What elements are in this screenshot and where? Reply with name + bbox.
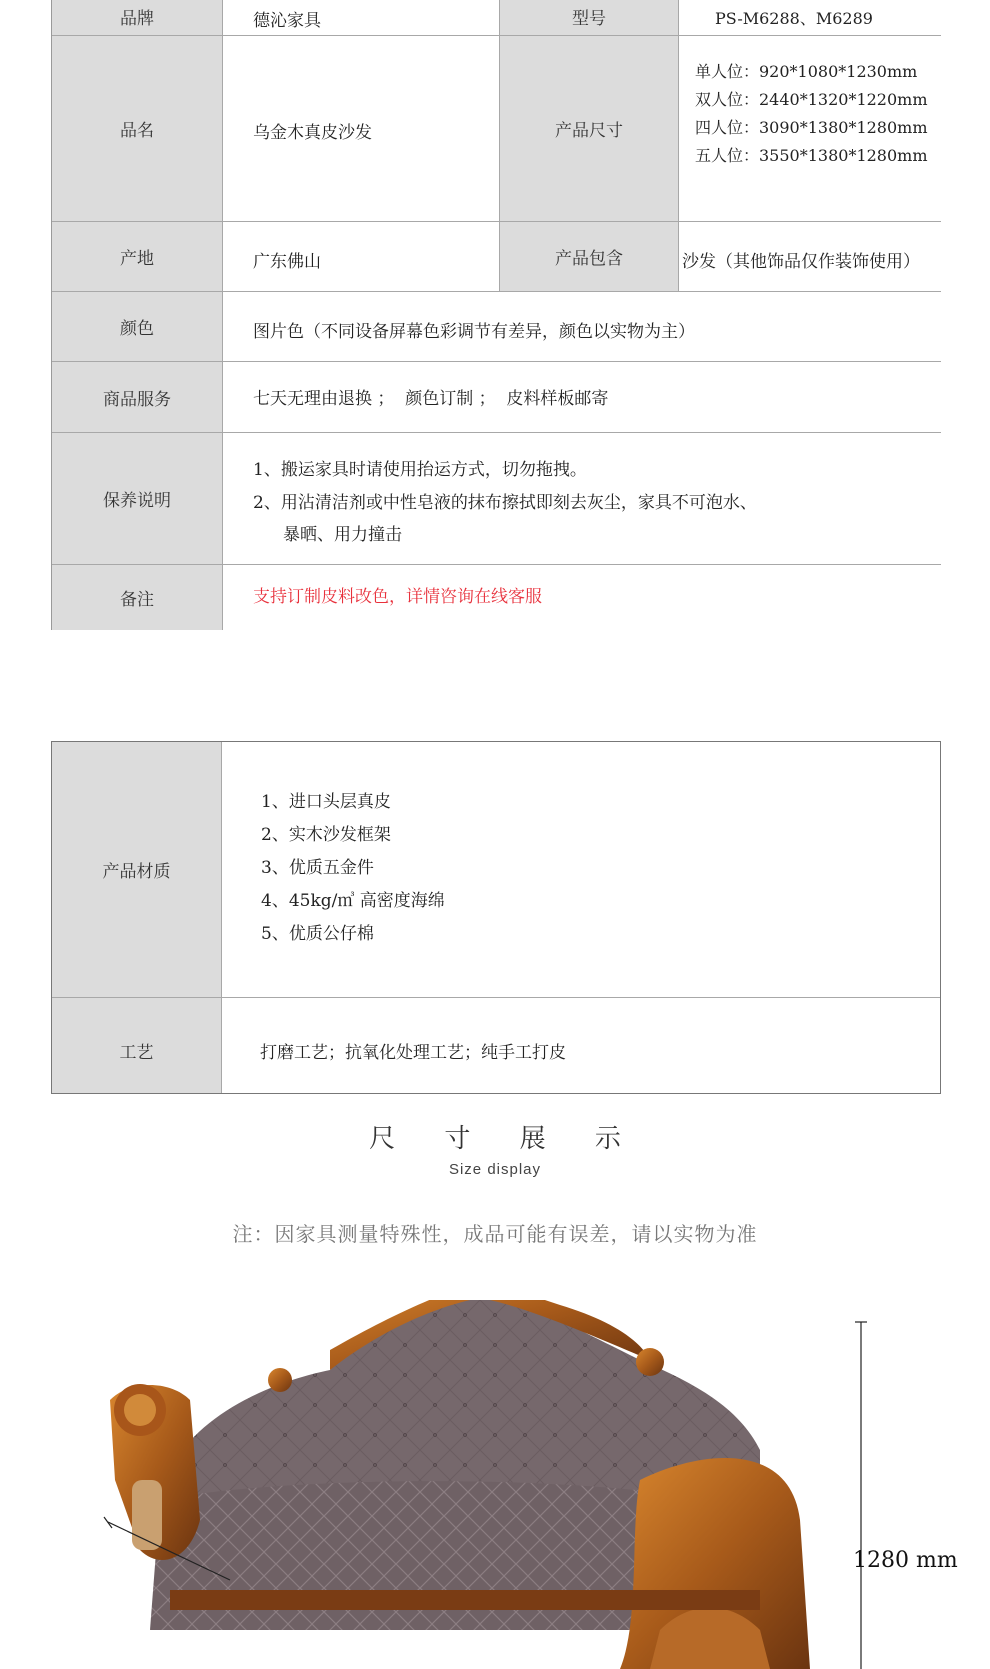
note-value-cell <box>223 565 941 630</box>
package-value: 沙发（其他饰品仅作装饰使用） <box>682 252 920 272</box>
craft-label: 工艺 <box>119 1043 154 1063</box>
material-item-3: 3、优质五金件 <box>261 858 374 878</box>
name-value: 乌金木真皮沙发 <box>253 123 372 143</box>
care-label: 保养说明 <box>103 491 171 511</box>
material-label-cell <box>52 742 222 998</box>
craft-value: 打磨工艺；抗氧化处理工艺；纯手工打皮 <box>260 1043 566 1063</box>
size-label: 产品尺寸 <box>555 121 623 141</box>
size-line-single: 单人位：920*1080*1230mm <box>695 62 918 81</box>
service-value-cell <box>223 362 941 433</box>
service-value: 七天无理由退换 ； 颜色订制 ； 皮料样板邮寄 <box>253 389 609 409</box>
origin-value-cell <box>223 222 500 292</box>
size-note: 注：因家具测量特殊性，成品可能有误差，请以实物为准 <box>232 1224 758 1246</box>
origin-value: 广东佛山 <box>253 252 321 272</box>
service-label: 商品服务 <box>103 389 171 410</box>
brand-label: 品牌 <box>120 9 154 29</box>
package-value-cell <box>679 222 941 292</box>
package-label-cell <box>500 222 679 292</box>
color-value: 图片色（不同设备屏幕色彩调节有差异，颜色以实物为主） <box>253 322 695 342</box>
care-line-1: 1、搬运家具时请使用抬运方式，切勿拖拽。 <box>253 460 587 480</box>
material-values-cell <box>222 742 940 998</box>
size-line-five: 五人位：3550*1380*1280mm <box>695 146 928 165</box>
color-label: 颜色 <box>120 319 154 339</box>
craft-label-cell <box>52 998 222 1093</box>
material-item-4: 4、45kg/㎥ 高密度海绵 <box>261 891 445 911</box>
origin-label-cell <box>52 222 223 292</box>
service-label-cell <box>52 362 223 433</box>
model-value-cell <box>679 0 941 36</box>
material-label: 产品材质 <box>102 862 171 882</box>
model-label: 型号 <box>572 9 606 29</box>
brand-value: 德沁家具 <box>253 11 321 31</box>
craft-value-cell <box>222 998 940 1093</box>
brand-value-cell <box>223 0 500 36</box>
size-subtitle: Size display <box>448 1161 542 1178</box>
note-label: 备注 <box>120 590 154 610</box>
sofa-image <box>0 1300 990 1669</box>
model-value: PS-M6288、M6289 <box>715 9 873 28</box>
material-item-2: 2、实木沙发框架 <box>261 825 391 845</box>
care-value-cell <box>223 433 941 565</box>
name-label: 品名 <box>120 121 154 141</box>
size-line-four: 四人位：3090*1380*1280mm <box>695 118 928 137</box>
size-values-cell <box>679 36 941 222</box>
package-label: 产品包含 <box>555 249 623 269</box>
color-value-cell <box>223 292 941 362</box>
color-label-cell <box>52 292 223 362</box>
height-dimension-label: 1280 mm <box>853 1548 958 1573</box>
name-value-cell <box>223 36 500 222</box>
material-table <box>51 741 941 1094</box>
model-label-cell <box>500 0 679 36</box>
size-line-double: 双人位：2440*1320*1220mm <box>695 90 928 109</box>
size-title: 尺 寸 展 示 <box>369 1123 642 1153</box>
origin-label: 产地 <box>120 249 154 269</box>
note-value: 支持订制皮料改色，详情咨询在线客服 <box>253 587 542 607</box>
care-line-3: 暴晒、用力撞击 <box>283 525 402 545</box>
spec-table <box>51 0 941 630</box>
care-line-2: 2、用沾清洁剂或中性皂液的抹布擦拭即刻去灰尘，家具不可泡水、 <box>253 493 757 513</box>
size-label-cell <box>500 36 679 222</box>
note-label-cell <box>52 565 223 630</box>
material-item-5: 5、优质公仔棉 <box>261 924 374 944</box>
material-item-1: 1、进口头层真皮 <box>261 792 391 812</box>
care-label-cell <box>52 433 223 565</box>
name-label-cell <box>52 36 223 222</box>
brand-label-cell <box>52 0 223 36</box>
